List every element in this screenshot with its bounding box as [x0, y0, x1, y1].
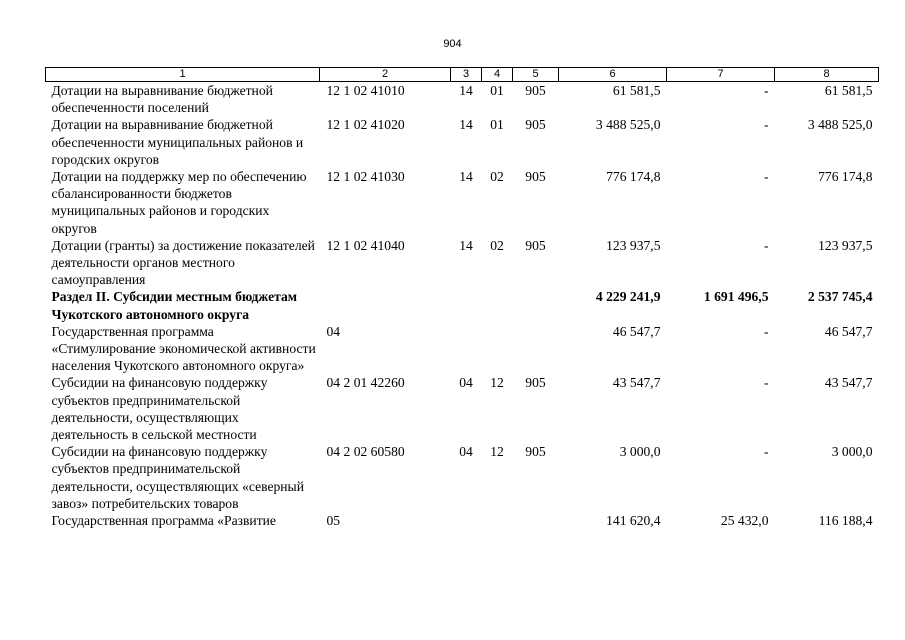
row-name-cell: Дотации на выравнивание бюджетной обеспеченности муниципальных районов и городских округов: [51, 117, 304, 167]
header-col-4: 4: [482, 68, 513, 82]
row-total-cell: 141 620,4: [606, 513, 661, 529]
row-subsection-cell: 12: [490, 375, 504, 391]
row-grbs-cell: 905: [525, 83, 546, 98]
row-name-cell: Государственная программа «Стимулирование экономической активности населения Чукотского автономного округа»: [51, 323, 316, 374]
header-col-8: 8: [775, 68, 879, 82]
row-subsection-cell: 02: [490, 237, 504, 253]
row-code-cell: 12 1 02 41030: [326, 169, 405, 185]
row-name-cell: Дотации (гранты) за достижение показателей деятельности органов местного самоуправления: [51, 237, 315, 288]
header-col-1: 1: [46, 68, 320, 82]
row-section-cell: [451, 323, 482, 375]
row-grbs-cell: 905: [525, 444, 546, 460]
row-section-cell: 14: [459, 169, 473, 185]
row-regional-cell: 46 547,7: [824, 323, 873, 339]
row-subsection-cell: [482, 288, 513, 322]
row-section-cell: 14: [459, 237, 473, 253]
row-code-cell: [320, 288, 451, 322]
row-total-cell: 43 547,7: [612, 375, 661, 391]
row-name-cell: Субсидии на финансовую поддержку субъектов предпринимательской деятельности, осуществляющих «северный завоз» потребительских товаров: [51, 444, 304, 511]
row-federal-cell: -: [763, 169, 769, 185]
row-name-cell: Субсидии на финансовую поддержку субъектов предпринимательской деятельности, осуществляющих деятельность в сельской местности: [51, 375, 268, 443]
row-code-cell: 04: [326, 323, 341, 339]
row-federal-cell: -: [763, 444, 769, 460]
row-section-cell: 04: [459, 375, 473, 391]
table-row: [46, 443, 879, 512]
row-federal-cell: -: [763, 323, 769, 339]
table-row: [46, 237, 879, 289]
row-federal-cell: 25 432,0: [720, 513, 769, 529]
row-total-cell: 776 174,8: [606, 169, 661, 185]
row-grbs-cell: [513, 288, 559, 322]
row-grbs-cell: 905: [525, 169, 546, 185]
row-total-cell: 123 937,5: [606, 237, 661, 253]
row-grbs-cell: 905: [525, 237, 546, 253]
header-col-2: 2: [320, 68, 451, 82]
row-name-cell: Раздел II. Субсидии местным бюджетам Чукотского автономного округа: [51, 289, 297, 322]
row-name-cell: Дотации на выравнивание бюджетной обеспеченности поселений: [51, 83, 273, 116]
page-number: 904: [443, 38, 462, 50]
row-subsection-cell: 12: [490, 444, 504, 460]
row-code-cell: 04 2 01 42260: [326, 375, 405, 391]
row-regional-cell: 3 488 525,0: [807, 117, 873, 133]
row-code-cell: 05: [326, 513, 341, 529]
table-row: [46, 323, 879, 375]
row-subsection-cell: [482, 323, 513, 375]
header-col-6: 6: [559, 68, 667, 82]
row-subsection-cell: 02: [490, 169, 504, 185]
row-code-cell: 12 1 02 41020: [326, 117, 405, 133]
row-total-cell: 3 000,0: [619, 444, 661, 460]
row-subsection-cell: [482, 512, 513, 529]
row-total-cell: 4 229 241,9: [595, 289, 661, 305]
row-total-cell: 3 488 525,0: [595, 117, 661, 133]
row-total-cell: 46 547,7: [612, 323, 661, 339]
row-regional-cell: 61 581,5: [824, 83, 873, 98]
row-federal-cell: -: [763, 237, 769, 253]
table-row: [46, 288, 879, 322]
row-subsection-cell: 01: [490, 117, 504, 133]
row-section-cell: 14: [459, 117, 473, 133]
row-section-cell: [451, 512, 482, 529]
row-code-cell: 04 2 02 60580: [326, 444, 405, 460]
row-regional-cell: 123 937,5: [818, 237, 873, 253]
row-subsection-cell: 01: [490, 83, 504, 98]
row-regional-cell: 116 188,4: [818, 513, 873, 529]
row-code-cell: 12 1 02 41040: [326, 237, 405, 253]
row-federal-cell: -: [763, 83, 769, 98]
budget-table: [45, 67, 879, 529]
header-col-7: 7: [667, 68, 775, 82]
table-row: [46, 116, 879, 168]
row-regional-cell: 3 000,0: [831, 444, 873, 460]
row-federal-cell: -: [763, 375, 769, 391]
row-regional-cell: 776 174,8: [818, 169, 873, 185]
row-section-cell: 04: [459, 444, 473, 460]
row-name-cell: Государственная программа «Развитие: [51, 513, 276, 529]
row-section-cell: [451, 288, 482, 322]
table-row: [46, 82, 879, 117]
row-federal-cell: -: [763, 117, 769, 133]
row-federal-cell: 1 691 496,5: [703, 289, 769, 305]
table-row: [46, 168, 879, 237]
table-header-row: [46, 68, 879, 82]
row-code-cell: 12 1 02 41010: [326, 83, 405, 98]
row-grbs-cell: 905: [525, 375, 546, 391]
header-col-5: 5: [513, 68, 559, 82]
row-regional-cell: 43 547,7: [824, 375, 873, 391]
row-section-cell: 14: [459, 83, 473, 98]
row-grbs-cell: 905: [525, 117, 546, 133]
row-grbs-cell: [513, 323, 559, 375]
header-col-3: 3: [451, 68, 482, 82]
table-row: [46, 512, 879, 529]
row-regional-cell: 2 537 745,4: [807, 289, 873, 305]
table-row: [46, 374, 879, 443]
row-total-cell: 61 581,5: [612, 83, 661, 98]
row-grbs-cell: [513, 512, 559, 529]
row-name-cell: Дотации на поддержку мер по обеспечению сбалансированности бюджетов муниципальных районов и городских округов: [51, 169, 307, 236]
